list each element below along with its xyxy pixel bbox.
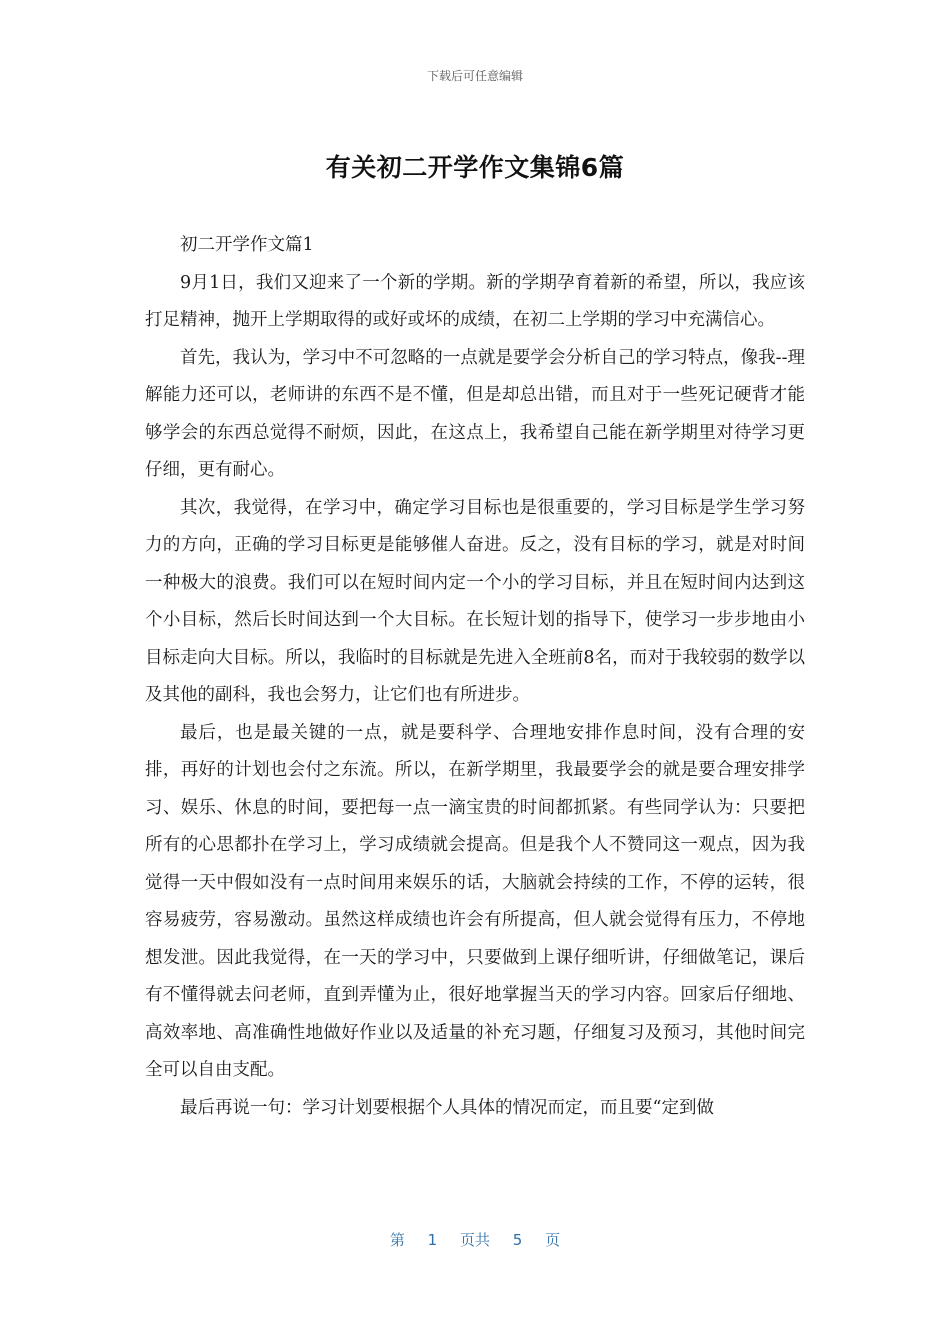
paragraph-5: 最后再说一句：学习计划要根据个人具体的情况而定，而且要“定到做	[180, 1097, 714, 1118]
page-label-mid: 页共	[459, 1231, 490, 1249]
total-pages-number: 5	[512, 1231, 523, 1249]
current-page-number: 1	[427, 1231, 438, 1249]
page-footer	[0, 1229, 950, 1250]
document-title: 有关初二开学作文集锦6篇	[325, 153, 625, 182]
page-label-prefix: 第	[389, 1231, 405, 1249]
document-body	[145, 227, 805, 1127]
paragraph-1: 9月1日，我们又迎来了一个新的学期。新的学期孕育着新的希望，所以，我应该打足精神，抛开上学期取得的或好或坏的成绩，在初二上学期的学习中充满信心。	[145, 272, 805, 330]
paragraph-2: 首先，我认为，学习中不可忽略的一点就是要学会分析自己的学习特点，像我--理解能力还可以，老师讲的东西不是不懂，但是却总出错，而且对于一些死记硬背才能够学会的东西总觉得不耐烦，因此，在这点上，我希望自己能在新学期里对待学习更仔细，更有耐心。	[145, 347, 805, 480]
section-heading: 初二开学作文篇1	[180, 235, 314, 255]
paragraph-3: 其次，我觉得，在学习中，确定学习目标也是很重要的，学习目标是学生学习努力的方向，正确的学习目标更是能够催人奋进。反之，没有目标的学习，就是对时间一种极大的浪费。我们可以在短时间内定一个小的学习目标，并且在短时间内达到这个小目标，然后长时间达到一个大目标。在长短计划的指导下，使学习一步步地由小目标走向大目标。所以，我临时的目标就是先进入全班前8名，而对于我较弱的数学以及其他的副科，我也会努力，让它们也有所进步。	[145, 497, 805, 705]
header-note: 下载后可任意编辑	[426, 69, 523, 83]
paragraph-4: 最后，也是最关键的一点，就是要科学、合理地安排作息时间，没有合理的安排，再好的计划也会付之东流。所以，在新学期里，我最要学会的就是要合理安排学习、娱乐、休息的时间，要把每一点一滴宝贵的时间都抓紧。有些同学认为：只要把所有的心思都扑在学习上，学习成绩就会提高。但是我个人不赞同这一观点，因为我觉得一天中假如没有一点时间用来娱乐的话，大脑就会持续的工作，不停的运转，很容易疲劳，容易激动。虽然这样成绩也许会有所提高，但人就会觉得有压力，不停地想发泄。因此我觉得，在一天的学习中，只要做到上课仔细听讲，仔细做笔记，课后有不懂得就去问老师，直到弄懂为止，很好地掌握当天的学习内容。回家后仔细地、高效率地、高准确性地做好作业以及适量的补充习题，仔细复习及预习，其他时间完全可以自由支配。	[145, 722, 805, 1080]
page-label-suffix: 页	[545, 1231, 561, 1249]
